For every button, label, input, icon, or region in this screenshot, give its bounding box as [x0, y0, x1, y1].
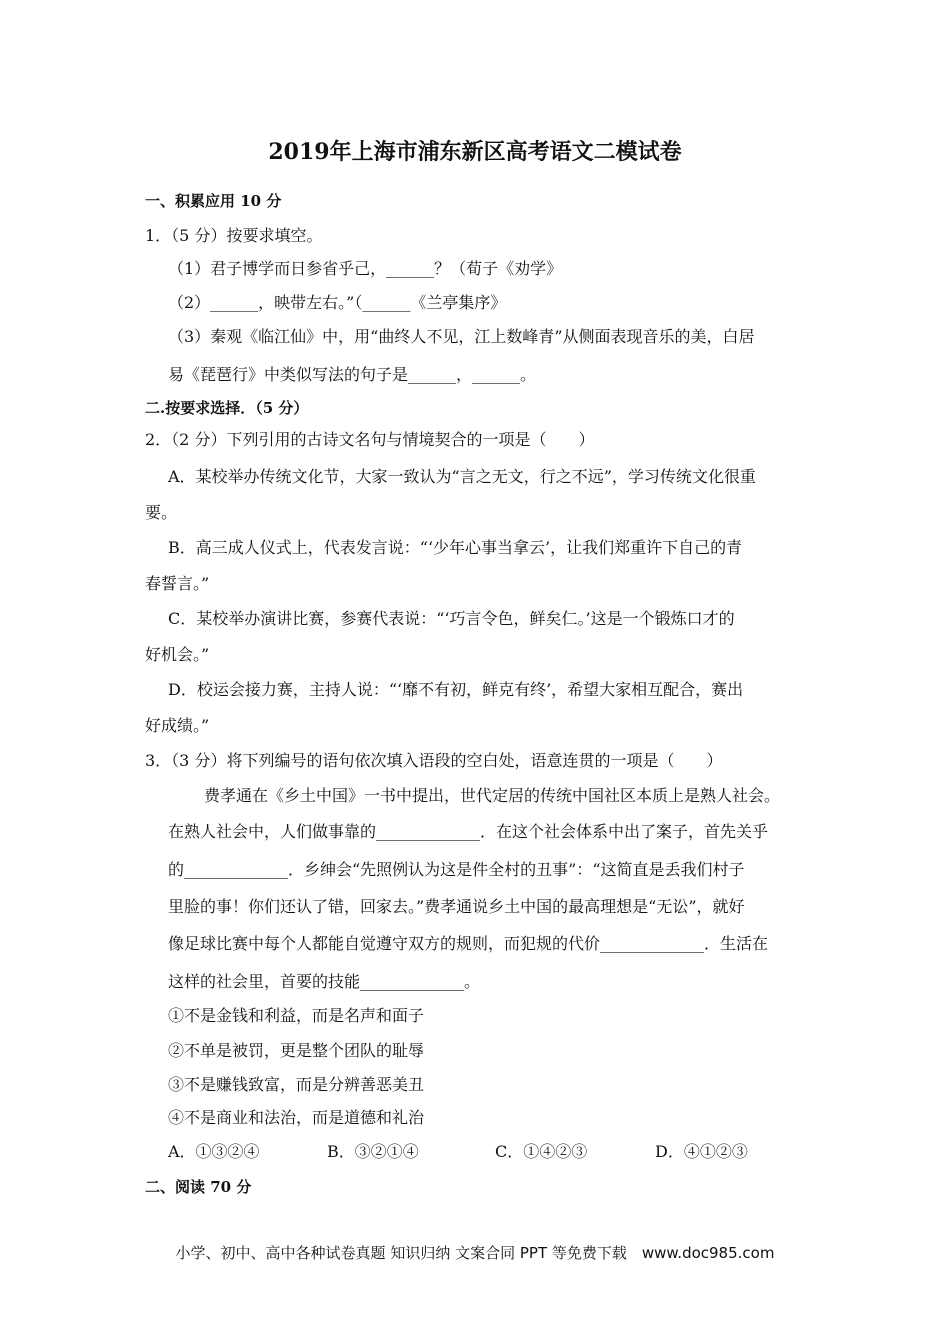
- question-3-option-c: C．①④②③: [495, 1142, 588, 1161]
- question-1-part-3a: （3）秦观《临江仙》中，用“曲终人不见，江上数峰青”从侧面表现音乐的美，白居: [168, 327, 755, 346]
- page-title: 2019年上海市浦东新区高考语文二模试卷: [268, 139, 682, 165]
- question-1-part-3b: 易《琵琶行》中类似写法的句子是______，______。: [168, 365, 537, 384]
- question-3-stem: 3．（3 分）将下列编号的语句依次填入语段的空白处，语意连贯的一项是（ ）: [145, 751, 723, 770]
- question-3-passage-line: 里脸的事！你们还认了错，回家去。”费孝通说乡土中国的最高理想是“无讼”，就好: [168, 897, 745, 916]
- question-2-option-a-line1: A．某校举办传统文化节，大家一致认为“言之无文，行之不远”，学习传统文化很重: [168, 467, 756, 486]
- question-2-option-b-line2: 春誓言。”: [145, 574, 210, 593]
- question-3-passage-line: 的_____________．乡绅会“先照例认为这是件全村的丑事”：“这简直是丢我们村子: [168, 860, 745, 879]
- question-3-passage-line: 像足球比赛中每个人都能自觉遵守双方的规则，而犯规的代价_____________．生活在: [168, 934, 769, 953]
- question-2-option-c-line1: C．某校举办演讲比赛，参赛代表说：“‘巧言令色，鲜矣仁。’这是一个锻炼口才的: [168, 609, 735, 628]
- question-3-item: ③不是赚钱致富，而是分辨善恶美丑: [168, 1075, 425, 1094]
- question-2-option-a-line2: 要。: [145, 503, 178, 522]
- question-3-passage-line: 这样的社会里，首要的技能_____________。: [168, 972, 481, 991]
- question-3-option-a: A．①③②④: [168, 1142, 260, 1161]
- question-2-option-b-line1: B．高三成人仪式上，代表发言说：“‘少年心事当拿云’，让我们郑重许下自己的青: [168, 538, 743, 557]
- question-2-option-d-line1: D．校运会接力赛，主持人说：“‘靡不有初，鲜克有终’，希望大家相互配合，赛出: [168, 680, 744, 699]
- question-3-passage-line: 费孝通在《乡土中国》一书中提出，世代定居的传统中国社区本质上是熟人社会。: [204, 786, 781, 805]
- page-footer: 小学、初中、高中各种试卷真题 知识归纳 文案合同 PPT 等免费下载 www.doc985.com: [175, 1244, 775, 1262]
- question-2-option-d-line2: 好成绩。”: [145, 716, 210, 735]
- section-heading-reading: 二、阅读 70 分: [145, 1178, 252, 1196]
- question-1-part-2: （2）______，映带左右。”（______《兰亭集序》: [168, 293, 507, 312]
- question-3-item: ④不是商业和法治，而是道德和礼治: [168, 1108, 425, 1127]
- question-3-item: ②不单是被罚，更是整个团队的耻辱: [168, 1041, 425, 1060]
- question-2-stem: 2．（2 分）下列引用的古诗文名句与情境契合的一项是（ ）: [145, 430, 595, 449]
- section-heading-choice: 二.按要求选择．（5 分）: [145, 399, 309, 417]
- question-3-item: ①不是金钱和利益，而是名声和面子: [168, 1006, 425, 1025]
- question-2-option-c-line2: 好机会。”: [145, 645, 210, 664]
- question-1-stem: 1．（5 分）按要求填空。: [145, 226, 323, 245]
- section-heading-accumulation: 一、积累应用 10 分: [145, 192, 282, 210]
- question-3-option-b: B．③②①④: [327, 1142, 419, 1161]
- question-3-passage-line: 在熟人社会中，人们做事靠的_____________．在这个社会体系中出了案子，首先关乎: [168, 822, 769, 841]
- question-3-option-d: D．④①②③: [655, 1142, 748, 1161]
- question-1-part-1: （1）君子博学而日参省乎己，______？（荀子《劝学》: [168, 259, 563, 278]
